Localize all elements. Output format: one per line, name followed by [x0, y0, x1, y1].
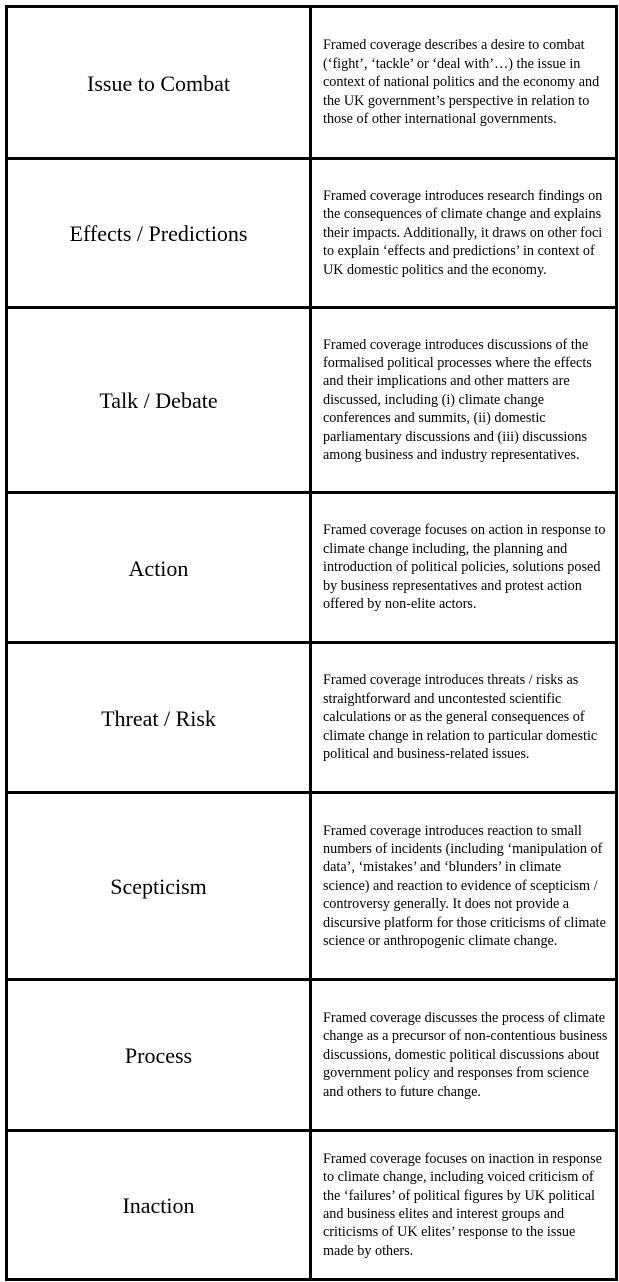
frame-description: Framed coverage introduces discussions of the formalised political processes where the effects and their implications and other matters are discussed, including (i) climate change conferences and summits, (ii) domestic parliamentary discussions and (iii) discussions among business and industry representatives.: [323, 336, 592, 464]
table-row: [8, 978, 615, 1129]
frame-description: Framed coverage describes a desire to combat (‘fight’, ‘tackle’ or ‘deal with’…) the issue in context of national politics and the economy and the UK government’s perspective in relation to those of other international governments.: [323, 37, 600, 128]
frames-table: [5, 5, 618, 1281]
frame-description: Framed coverage introduces research findings on the consequences of climate change and explains their impacts. Additionally, it draws on other foci to explain ‘effects and predictions’ in context of UK domestic politics and the economy.: [323, 187, 603, 278]
frame-label: Action: [8, 494, 312, 641]
table-row: [8, 1129, 615, 1278]
frame-description: Framed coverage introduces threats / risks as straightforward and uncontested scientific calculations or as the general consequences of climate change in relation to particular domestic political and business-related issues.: [323, 672, 598, 763]
table-row: [8, 306, 615, 491]
frame-label: Effects / Predictions: [8, 160, 312, 306]
frame-label: Talk / Debate: [8, 309, 312, 491]
table-row: [8, 8, 615, 157]
table-row: [8, 491, 615, 641]
table-row: [8, 791, 615, 978]
frame-description: Framed coverage discusses the process of climate change as a precursor of non-contentious business discussions, domestic political discussions about government policy and responses from science and others to future change.: [323, 1009, 608, 1100]
table-row: [8, 157, 615, 306]
frame-label: Inaction: [8, 1132, 312, 1278]
frame-label: Process: [8, 981, 312, 1129]
table-row: [8, 641, 615, 791]
frame-label: Threat / Risk: [8, 644, 312, 791]
frame-label: Issue to Combat: [8, 8, 312, 157]
frame-description: Framed coverage focuses on action in response to climate change including, the planning and introduction of political policies, solutions posed by business representatives and protest action offered by non-elite actors.: [323, 522, 606, 613]
frame-description: Framed coverage focuses on inaction in response to climate change, including voiced criticism of the ‘failures’ of political figures by UK political and business elites and interest groups and criticisms of UK elites’ response to the issue made by others.: [323, 1150, 602, 1259]
frame-description: Framed coverage introduces reaction to small numbers of incidents (including ‘manipulation of data’, ‘mistakes’ and ‘blunders’ in climate science) and reaction to evidence of scepticism / controversy generally. It does not provide a discursive platform for those criticisms of climate science or anthropogenic climate change.: [323, 822, 606, 950]
frame-label: Scepticism: [8, 794, 312, 978]
